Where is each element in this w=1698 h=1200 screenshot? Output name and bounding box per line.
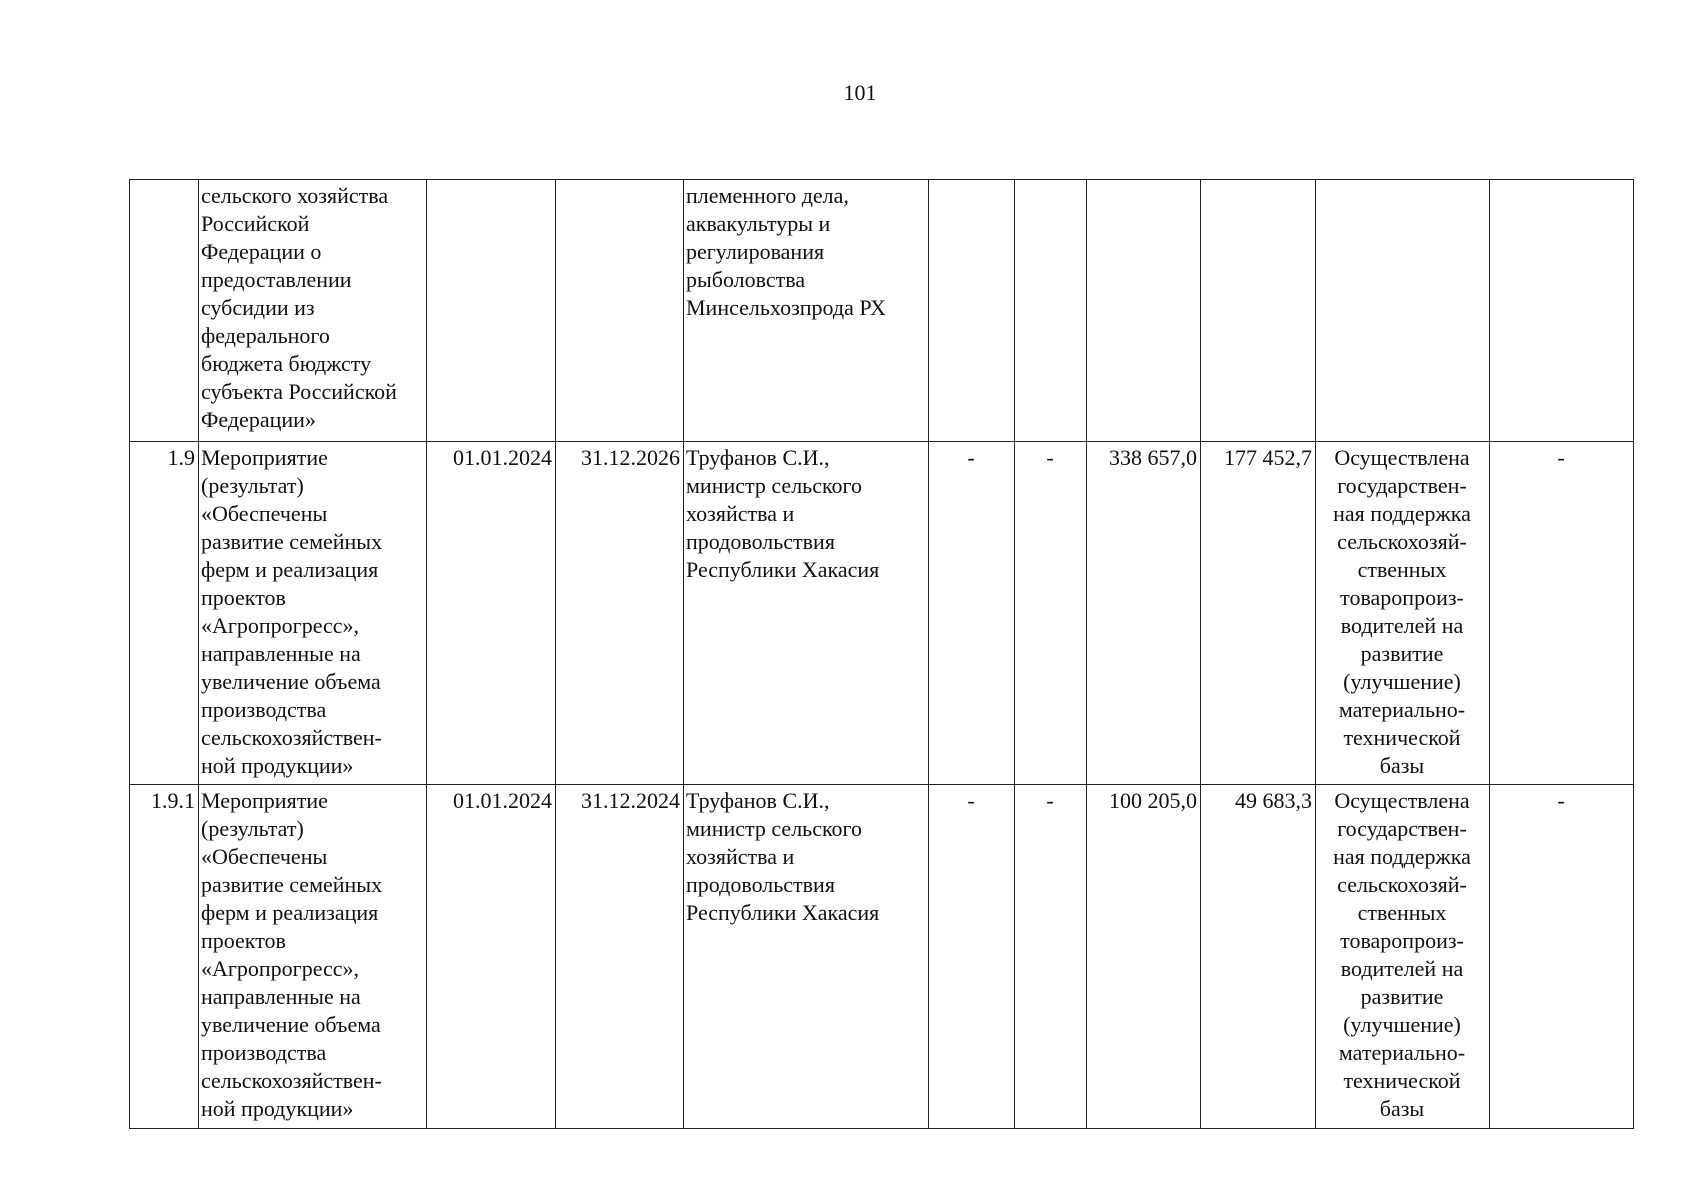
end-date: 31.12.2024 (556, 785, 684, 1129)
activity-name: Мероприятие (результат) «Обеспечены развитие семейных ферм и реализация проектов «Агропрогресс», направленные на увеличение объема производства сельскохозяйствен- ной продукции» (199, 785, 427, 1129)
cell-last: - (1490, 442, 1634, 785)
table-row (130, 180, 1634, 442)
end-date: 31.12.2026 (556, 442, 684, 785)
row-number (130, 180, 199, 442)
cell-col6: - (929, 442, 1015, 785)
row-number: 1.9 (130, 442, 199, 785)
cell-last: - (1490, 785, 1634, 1129)
activity-name: Мероприятие (результат) «Обеспечены развитие семейных ферм и реализация проектов «Агропрогресс», направленные на увеличение объема производства сельскохозяйствен- ной продукции» (199, 442, 427, 785)
table-row (130, 785, 1634, 1129)
cell-last (1490, 180, 1634, 442)
start-date (427, 180, 556, 442)
amount-2: 49 683,3 (1201, 785, 1316, 1129)
table-row (130, 442, 1634, 785)
responsible-person: племенного дела, аквакультуры и регулирования рыболовства Минсельхозпрода РХ (684, 180, 929, 442)
responsible-person: Труфанов С.И., министр сельского хозяйства и продовольствия Республики Хакасия (684, 785, 929, 1129)
amount-1: 338 657,0 (1087, 442, 1201, 785)
amount-2: 177 452,7 (1201, 442, 1316, 785)
activities-table (129, 179, 1634, 1129)
responsible-person: Труфанов С.И., министр сельского хозяйства и продовольствия Республики Хакасия (684, 442, 929, 785)
row-number: 1.9.1 (130, 785, 199, 1129)
cell-col6 (929, 180, 1015, 442)
cell-col7: - (1015, 442, 1087, 785)
cell-col7: - (1015, 785, 1087, 1129)
page-number: 101 (843, 80, 877, 105)
amount-2 (1201, 180, 1316, 442)
amount-1 (1087, 180, 1201, 442)
start-date: 01.01.2024 (427, 785, 556, 1129)
expected-result: Осуществлена государствен- ная поддержка сельскохозяй- ственных товаропроиз- водителей на развитие (улучшение) материально- технической базы (1316, 442, 1490, 785)
start-date: 01.01.2024 (427, 442, 556, 785)
end-date (556, 180, 684, 442)
expected-result: Осуществлена государствен- ная поддержка сельскохозяй- ственных товаропроиз- водителей на развитие (улучшение) материально- технической базы (1316, 785, 1490, 1129)
amount-1: 100 205,0 (1087, 785, 1201, 1129)
activity-name: сельского хозяйства Российской Федерации о предоставлении субсидии из федерального бюджета бюджсту субъекта Российской Федерации» (199, 180, 427, 442)
cell-col7 (1015, 180, 1087, 442)
cell-col6: - (929, 785, 1015, 1129)
expected-result (1316, 180, 1490, 442)
